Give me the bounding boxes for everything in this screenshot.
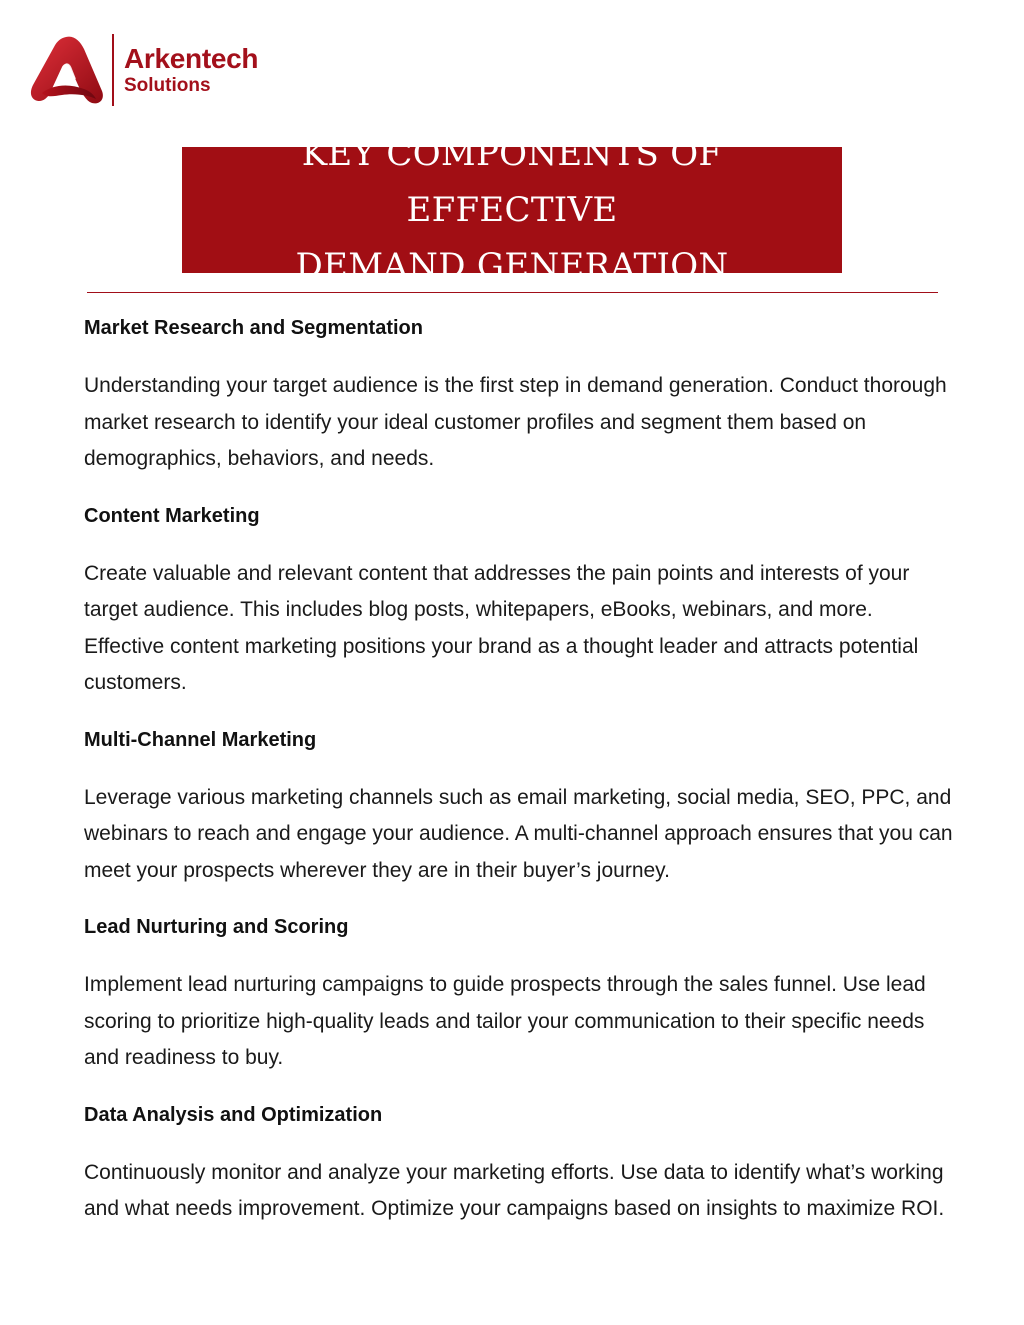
section-lead-nurturing — [84, 911, 954, 1077]
section-body: Create valuable and relevant content that addresses the pain points and interests of your target audience. This includes blog posts, whitepapers, eBooks, webinars, and more. Effective content marketing positions your brand as a thought leader and attracts potential customers. — [84, 561, 919, 694]
section-multi-channel — [84, 724, 954, 890]
section-heading: Data Analysis and Optimization — [84, 1103, 383, 1126]
brand-wordmark — [124, 45, 258, 95]
page-title — [202, 126, 822, 294]
arkentech-logo-icon — [28, 33, 106, 107]
page-title-line-2: DEMAND GENERATION — [295, 246, 729, 286]
section-content-marketing — [84, 500, 954, 702]
sections-list — [84, 312, 954, 1250]
section-heading: Content Marketing — [84, 504, 260, 527]
divider-line — [87, 292, 938, 293]
section-body: Leverage various marketing channels such as email marketing, social media, SEO, PPC, and webinars to reach and engage your audience. A multi-channel approach ensures that you can meet your prospects wherever they are in their buyer’s journey. — [84, 785, 953, 882]
brand-subtitle: Solutions — [124, 75, 211, 96]
section-body: Implement lead nurturing campaigns to guide prospects through the sales funnel. Use lead scoring to prioritize high-quality leads and tailor your communication to their specific needs and readiness to buy. — [84, 973, 926, 1069]
section-heading: Lead Nurturing and Scoring — [84, 916, 349, 938]
page-title-line-1: KEY COMPONENTS OF EFFECTIVE — [301, 134, 723, 230]
brand-name: Arkentech — [124, 43, 259, 74]
section-data-analysis — [84, 1099, 954, 1228]
section-market-research — [84, 312, 954, 478]
section-heading: Market Research and Segmentation — [84, 317, 423, 339]
section-body: Continuously monitor and analyze your marketing efforts. Use data to identify what’s working and what needs improvement. Optimize your campaigns based on insights to maximize ROI. — [84, 1160, 945, 1220]
logo-divider — [112, 34, 114, 106]
brand-header — [28, 30, 258, 110]
section-heading: Multi-Channel Marketing — [84, 728, 317, 751]
title-banner — [182, 134, 842, 286]
section-body: Understanding your target audience is the first step in demand generation. Conduct thorough market research to identify your ideal customer profiles and segment them based on demographics, behaviors, and needs. — [84, 374, 947, 470]
